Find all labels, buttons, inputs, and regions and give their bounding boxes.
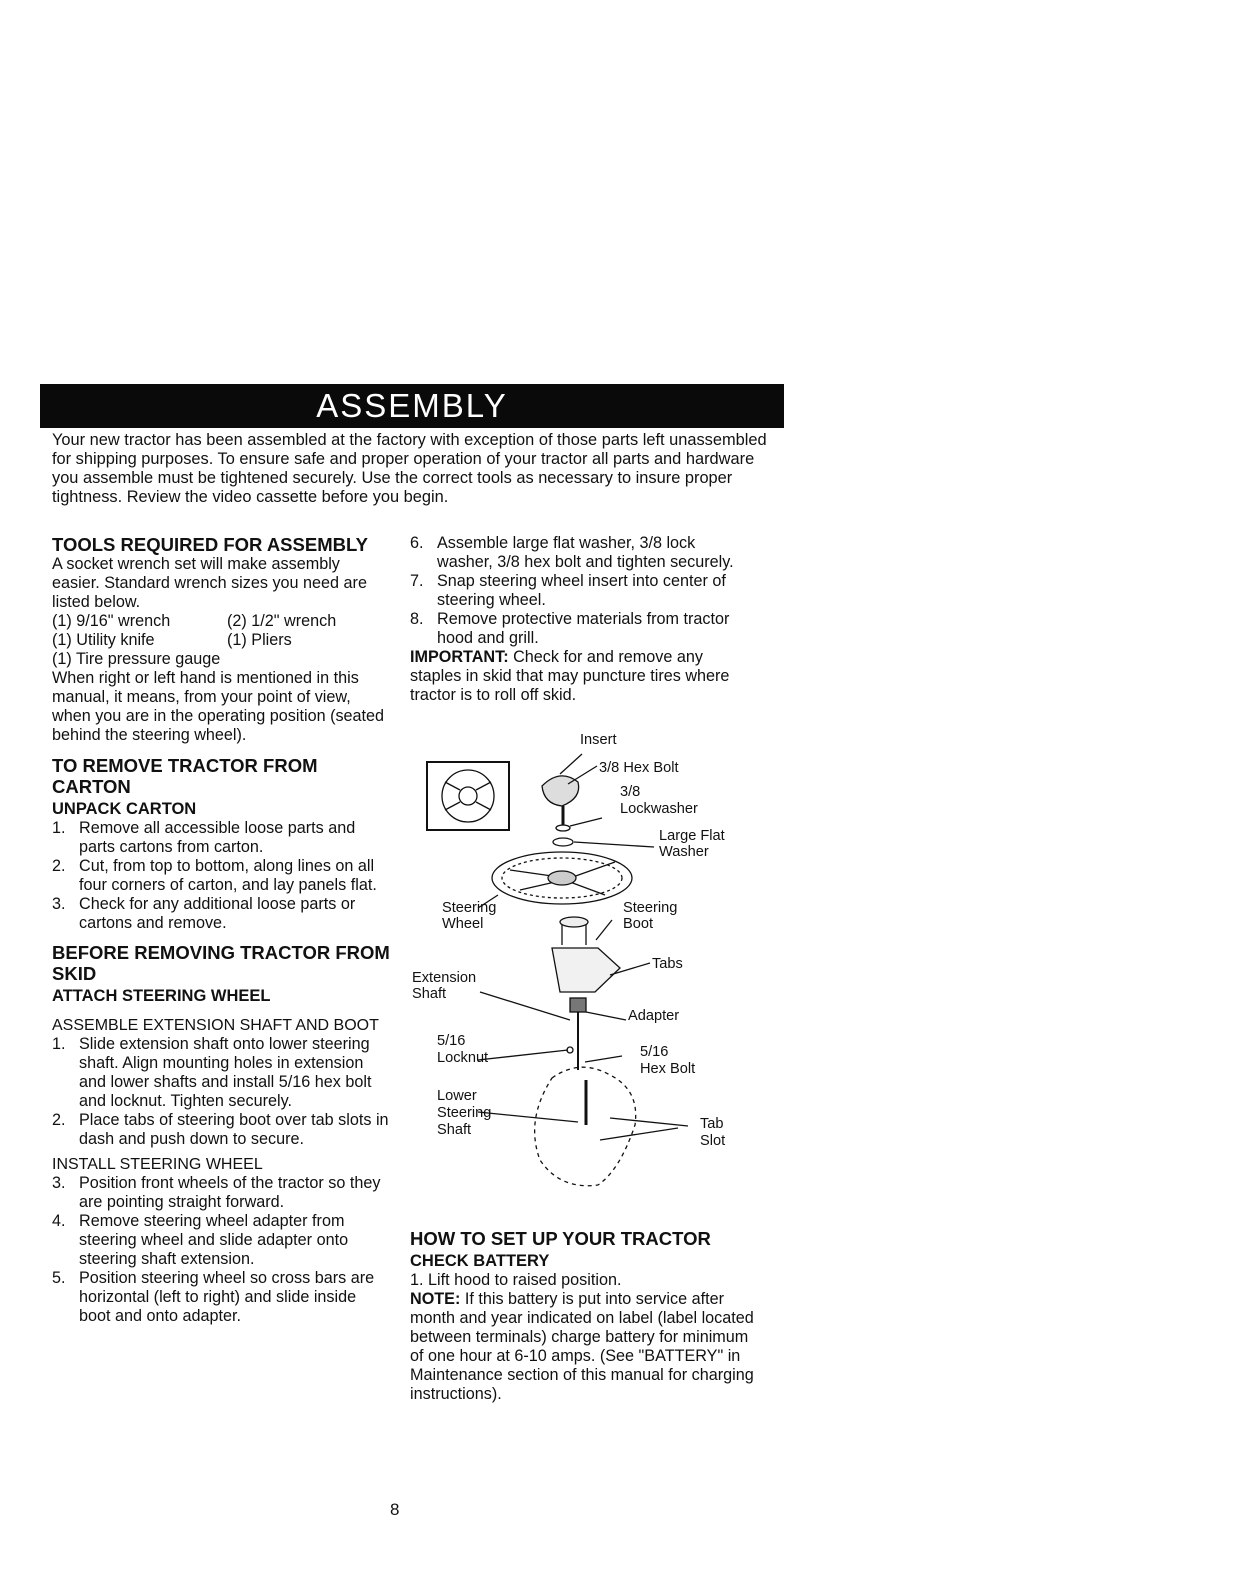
attach-subheading: ATTACH STEERING WHEEL <box>52 987 271 1005</box>
step-text: Cut, from top to bottom, along lines on all four corners of carton, and lay panels flat. <box>79 857 377 894</box>
steering-diagram <box>410 730 750 1205</box>
tool-item: (2) 1/2" wrench <box>227 612 337 630</box>
list-item <box>52 819 392 857</box>
tools-list <box>52 612 392 650</box>
tools-heading: TOOLS REQUIRED FOR ASSEMBLY <box>52 534 368 555</box>
label-washer: Washer <box>659 844 709 860</box>
label-adapter: Adapter <box>628 1008 680 1024</box>
important-text: Check for and remove any staples in skid that may puncture tires where tractor is to roll off skid. <box>410 648 730 704</box>
label-extension-shaft-2: Shaft <box>412 986 447 1002</box>
step-number: 2. <box>52 857 66 875</box>
label-steering-wheel-1: Steering <box>442 900 497 916</box>
right-column <box>410 534 755 705</box>
setup-section <box>410 1228 755 1404</box>
step-number: 8. <box>410 610 424 628</box>
step-text: Check for any additional loose parts or cartons and remove. <box>79 895 356 932</box>
step-text: Position steering wheel so cross bars are horizontal (left to right) and slide inside boot and onto adapter. <box>79 1269 375 1325</box>
unpack-subheading: UNPACK CARTON <box>52 800 197 818</box>
list-item <box>52 857 392 895</box>
tools-text: A socket wrench set will make assembly easier. Standard wrench sizes you need are listed below. <box>52 555 367 611</box>
label-insert: Insert <box>580 732 617 748</box>
label-slot: Slot <box>700 1133 726 1149</box>
intro-paragraph: Your new tractor has been assembled at the factory with exception of those parts left unassembled for shipping purposes. To ensure safe and proper operation of your tractor all parts and hardware you assemble must be tightened securely. Use the correct tools as necessary to insure proper tightness. Review the video cassette before you begin. <box>52 431 767 506</box>
note-text: If this battery is put into service after month and year indicated on label (label located between terminals) charge battery for minimum of one hour at 6-10 amps. (See "BATTERY" in Maintenance section of this manual for charging instructions). <box>410 1290 754 1403</box>
section-banner <box>40 384 784 428</box>
label-locknut: Locknut <box>437 1050 489 1066</box>
label-tabs: Tabs <box>652 956 683 972</box>
step-text: Remove protective materials from tractor hood and grill. <box>437 610 730 647</box>
list-item <box>52 1035 392 1111</box>
important-note <box>410 648 755 705</box>
list-item <box>410 610 755 648</box>
setup-step: 1. Lift hood to raised position. <box>410 1271 622 1289</box>
battery-note <box>410 1290 755 1404</box>
step-number: 6. <box>410 534 424 552</box>
important-label: IMPORTANT: <box>410 648 509 666</box>
label-locknut-size: 5/16 <box>437 1033 466 1049</box>
list-item <box>52 895 392 933</box>
label-lower-shaft-2: Steering <box>437 1105 492 1121</box>
page-number: 8 <box>390 1500 400 1519</box>
hand-note: When right or left hand is mentioned in this manual, it means, from your point of view, when you are in the operating position (seated behind the steering wheel). <box>52 669 385 744</box>
step-text: Place tabs of steering boot over tab slots in dash and push down to secure. <box>79 1111 389 1148</box>
step-number: 3. <box>52 895 66 913</box>
label-large-flat: Large Flat <box>659 828 725 844</box>
list-item <box>52 1174 392 1212</box>
note-label: NOTE: <box>410 1290 461 1308</box>
step-number: 7. <box>410 572 424 590</box>
label-hex-bolt-2: Hex Bolt <box>640 1061 696 1077</box>
tool-item: (1) 9/16" wrench <box>52 612 171 630</box>
step-number: 1. <box>52 819 66 837</box>
step-text: Position front wheels of the tractor so they are pointing straight forward. <box>79 1174 381 1211</box>
list-item <box>52 1269 392 1326</box>
label-steering-boot-1: Steering <box>623 900 678 916</box>
label-lockwasher: Lockwasher <box>620 801 698 817</box>
label-lockwasher-size: 3/8 <box>620 784 641 800</box>
label-lower-shaft-3: Shaft <box>437 1122 472 1138</box>
label-hex-bolt-size: 5/16 <box>640 1044 669 1060</box>
step-text: Remove steering wheel adapter from steering wheel and slide adapter onto steering shaft extension. <box>79 1212 349 1268</box>
tool-item: (1) Pliers <box>227 631 292 649</box>
assemble-subheading: ASSEMBLE EXTENSION SHAFT AND BOOT <box>52 1017 379 1034</box>
remove-heading: TO REMOVE TRACTOR FROM CARTON <box>52 755 318 797</box>
step-text: Snap steering wheel insert into center of steering wheel. <box>437 572 726 609</box>
step-text: Remove all accessible loose parts and parts cartons from carton. <box>79 819 356 856</box>
step-text: Assemble large flat washer, 3/8 lock washer, 3/8 hex bolt and tighten securely. <box>437 534 734 571</box>
before-heading: BEFORE REMOVING TRACTOR FROM SKID <box>52 942 390 984</box>
step-number: 3. <box>52 1174 66 1192</box>
list-item <box>52 1212 392 1269</box>
check-battery-subheading: CHECK BATTERY <box>410 1252 550 1270</box>
label-hex-bolt: 3/8 Hex Bolt <box>599 760 679 776</box>
tool-gauge: (1) Tire pressure gauge <box>52 650 221 668</box>
step-number: 4. <box>52 1212 66 1230</box>
step-number: 1. <box>52 1035 66 1053</box>
setup-heading: HOW TO SET UP YOUR TRACTOR <box>410 1228 711 1249</box>
label-steering-wheel-2: Wheel <box>442 916 484 932</box>
label-steering-boot-2: Boot <box>623 916 654 932</box>
banner-title: ASSEMBLY <box>316 387 508 424</box>
tool-item: (1) Utility knife <box>52 631 155 649</box>
step-text: Slide extension shaft onto lower steering shaft. Align mounting holes in extension and lower shafts and install 5/16 hex bolt and locknut. Tighten securely. <box>79 1035 372 1110</box>
step-number: 5. <box>52 1269 66 1287</box>
label-lower-shaft-1: Lower <box>437 1088 477 1104</box>
install-subheading: INSTALL STEERING WHEEL <box>52 1156 263 1173</box>
step-number: 2. <box>52 1111 66 1129</box>
label-extension-shaft-1: Extension <box>412 970 477 986</box>
list-item <box>410 534 755 572</box>
left-column <box>52 534 392 1326</box>
label-tab: Tab <box>700 1116 724 1132</box>
list-item <box>410 572 755 610</box>
list-item <box>52 1111 392 1149</box>
